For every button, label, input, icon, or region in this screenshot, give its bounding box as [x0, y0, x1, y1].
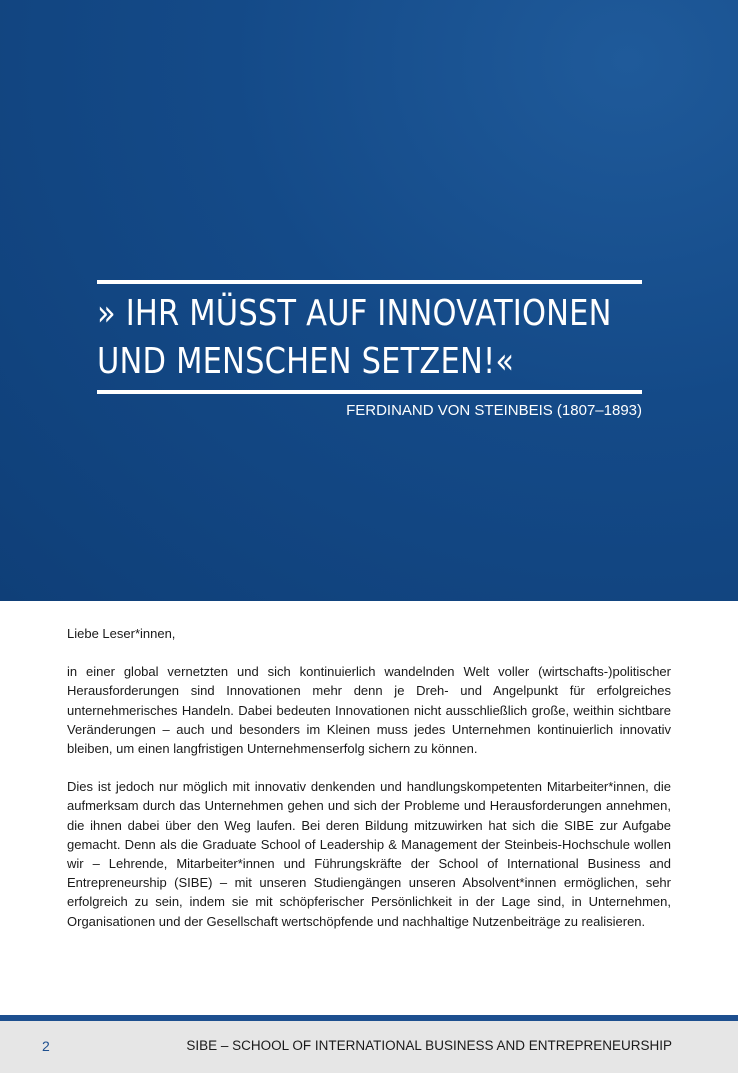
body-text: [67, 624, 671, 931]
greeting: Liebe Leser*innen,: [67, 626, 176, 641]
hero-quote: [97, 290, 612, 386]
footer-title: SIBE – SCHOOL OF INTERNATIONAL BUSINESS AND ENTREPRENEURSHIP: [186, 1038, 672, 1053]
quote-author: FERDINAND VON STEINBEIS (1807–1893): [346, 402, 642, 419]
quote-line-1: » IHR MÜSST AUF INNOVATIONEN: [97, 293, 612, 334]
quote-line-2: UND MENSCHEN SETZEN!«: [97, 341, 515, 382]
paragraph-2: Dies ist jedoch nur möglich mit innovativ denkenden und handlungskompetenten Mitarbeiter*innen, die aufmerksam durch das Unternehmen gehen und sich der Probleme und Herausforderungen annehmen, die ihnen dabei über den Weg laufen. Bei deren Bildung mitzuwirken hat sich die SIBE zur Aufgabe gemacht. Denn als die Graduate School of Leadership & Management der Steinbeis-Hochschule wollen wir – Lehrende, Mitarbeiter*innen und Führungskräfte der School of International Business and Entrepreneurship (SIBE) – mit unseren Studiengängen unseren Absolvent*innen ermöglichen, sehr erfolgreich zu sein, indem sie mit schöpferischer Persönlichkeit in der Lage sind, in Unternehmen, Organisationen und der Gesellschaft wertschöpfende und nachhaltige Nutzenbeiträge zu realisieren.: [67, 779, 671, 929]
paragraph-1: in einer global vernetzten und sich kontinuierlich wandelnden Welt voller (wirtschafts-)politischer Herausforderungen sind Innovationen mehr denn je Dreh- und Angelpunkt für erfolgreiches unternehmerisches Handeln. Dabei bedeuten Innovationen nicht ausschließlich große, weithin sichtbare Veränderungen – auch und besonders im Kleinen muss jedes Unternehmen kontinuierlich innovativ bleiben, um einen langfristigen Unternehmenserfolg sichern zu können.: [67, 664, 671, 757]
page-number: 2: [42, 1038, 50, 1054]
quote-top-rule: [97, 280, 642, 284]
quote-bottom-rule: [97, 390, 642, 394]
